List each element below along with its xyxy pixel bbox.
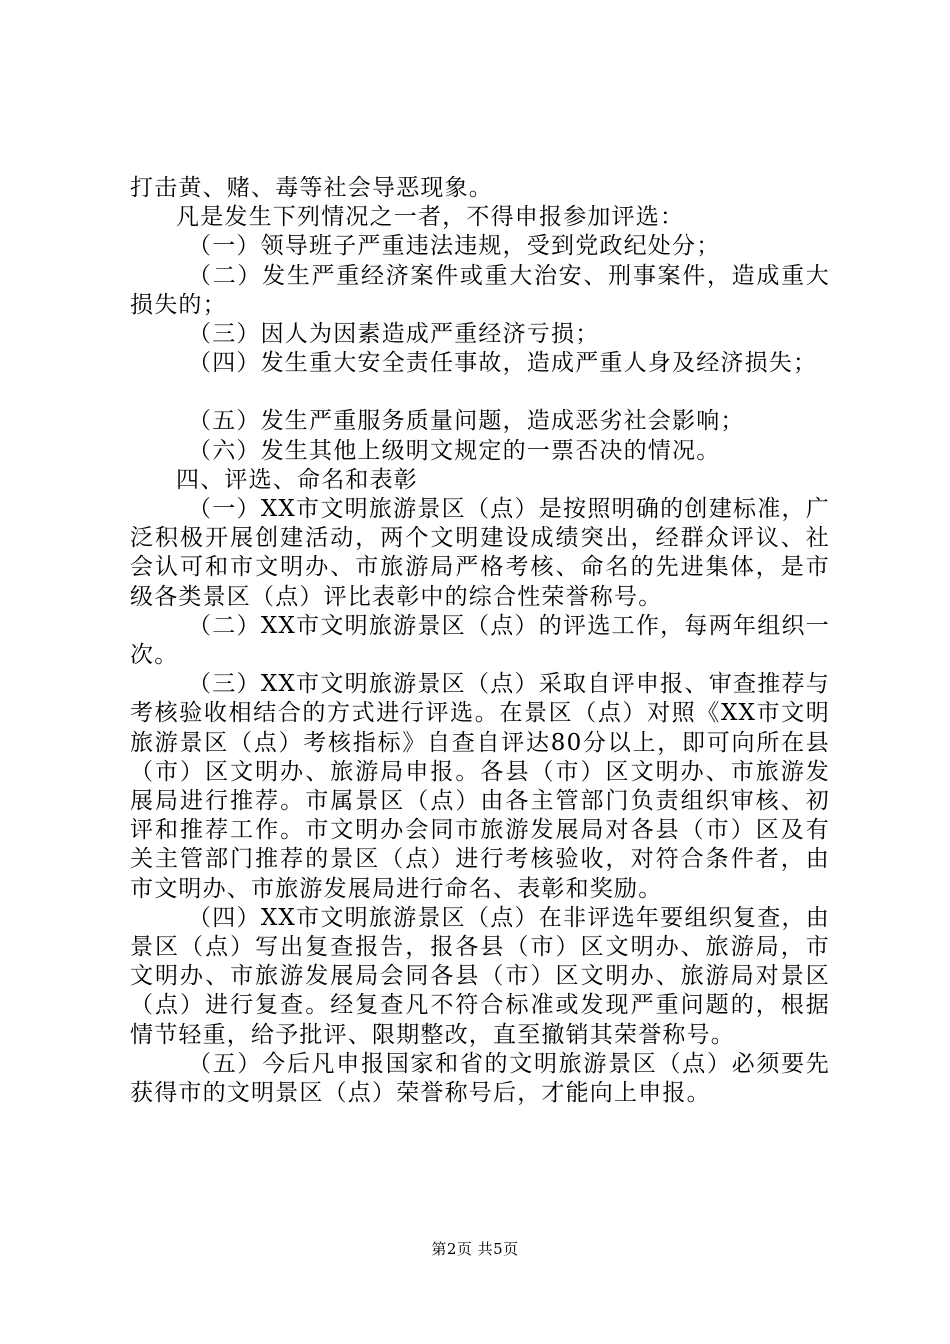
paragraph-section-4-5: （五）今后凡申报国家和省的文明旅游景区（点）必须要先获得市的文明景区（点）荣誉称号后，才能向上申报。 — [130, 1050, 830, 1107]
paragraph-section-4-1: （一）XX市文明旅游景区（点）是按照明确的创建标准，广泛积极开展创建活动，两个文明建设成绩突出，经群众评议、社会认可和市文明办、市旅游局严格考核、命名的先进集体，是市级各类景区（点）评比表彰中的综合性荣誉称号。 — [130, 496, 830, 610]
paragraph-section-4-2: （二）XX市文明旅游景区（点）的评选工作，每两年组织一次。 — [130, 612, 830, 669]
paragraph-continuation: 打击黄、赌、毒等社会导恶现象。 — [130, 175, 493, 201]
list-item-5: （五）发生严重服务质量问题，造成恶劣社会影响； — [188, 408, 745, 435]
list-item-3: （三）因人为因素造成严重经济亏损； — [188, 321, 600, 348]
section-heading: 四、评选、命名和表彰 — [176, 466, 418, 493]
list-item-6: （六）发生其他上级明文规定的一票否决的情况。 — [188, 437, 721, 464]
paragraph-section-4-4: （四）XX市文明旅游景区（点）在非评选年要组织复查，由景区（点）写出复查报告，报各县（市）区文明办、旅游局，市文明办、市旅游发展局会同各县（市）区文明办、旅游局对景区（点）进行复查。经复查凡不符合标准或发现严重问题的，根据情节轻重，给予批评、限期整改，直至撤销其荣誉称号。 — [130, 904, 830, 1048]
blank-line — [130, 378, 830, 407]
page-footer: 第2页 共5页 — [431, 1240, 519, 1258]
list-item-4: （四）发生重大安全责任事故，造成严重人身及经济损失； — [188, 350, 818, 377]
list-item-1: （一）领导班子严重违法违规，受到党政纪处分； — [188, 233, 721, 260]
document-body — [130, 174, 830, 1108]
paragraph-disqualification-intro: 凡是发生下列情况之一者，不得申报参加评选： — [176, 204, 685, 231]
list-item-2: （二）发生严重经济案件或重大治安、刑事案件，造成重大损失的； — [130, 262, 830, 318]
paragraph-section-4-3: （三）XX市文明旅游景区（点）采取自评申报、审查推荐与考核验收相结合的方式进行评选。在景区（点）对照《XX市文明旅游景区（点）考核指标》自查自评达80分以上，即可向所在县（市）区文明办、旅游局申报。各县（市）区文明办、市旅游发展局进行推荐。市属景区（点）由各主管部门负责组织审核、初评和推荐工作。市文明办会同市旅游发展局对各县（市）区及有关主管部门推荐的景区（点）进行考核验收，对符合条件者，由市文明办、市旅游发展局进行命名、表彰和奖励。 — [130, 671, 830, 902]
